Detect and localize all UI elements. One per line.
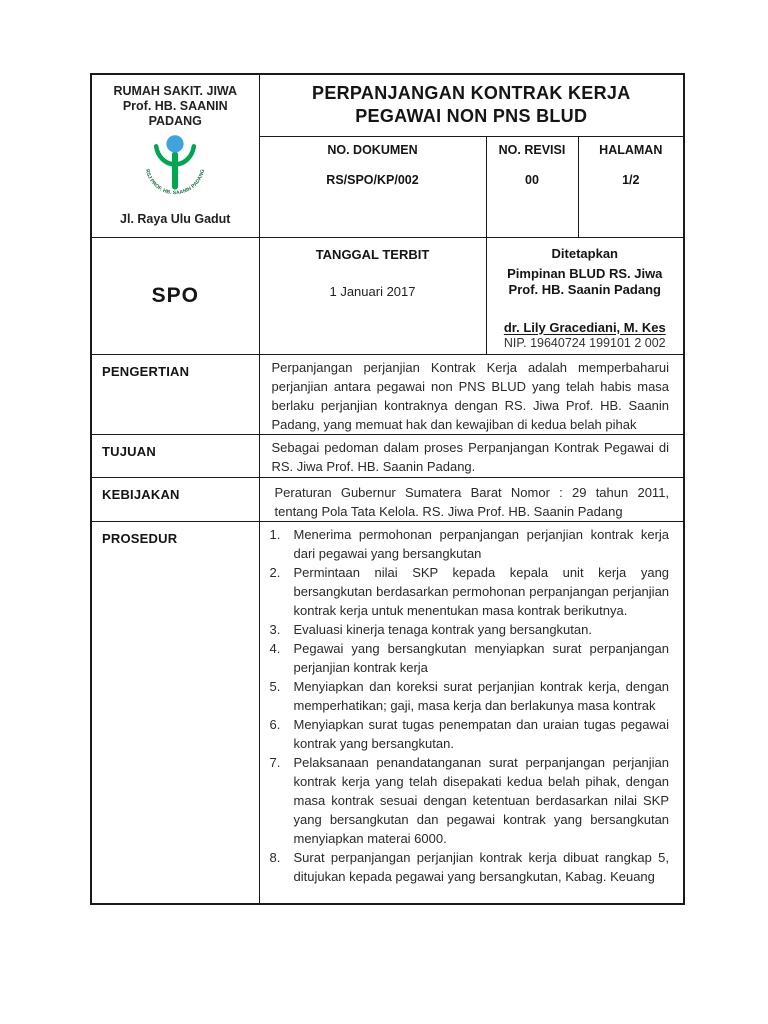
- logo-circle: [167, 135, 184, 152]
- hospital-address: Jl. Raya Ulu Gadut: [120, 212, 231, 226]
- no-dokumen-label: NO. DOKUMEN: [327, 142, 418, 157]
- hospital-name-line1: RUMAH SAKIT. JIWA: [113, 84, 238, 98]
- hospital-logo-icon: [134, 133, 216, 199]
- prosedur-item-text: Permintaan nilai SKP kepada kepala unit kerja yang bersangkutan berdasarkan permohonan perpanjangan perjanjian kontrak kerja untuk menentukan masa kontrak berikutnya.: [293, 564, 670, 618]
- signer-nip: NIP. 19640724 199101 2 002: [503, 335, 666, 350]
- section-label-pengertian: PENGERTIAN: [91, 354, 259, 434]
- prosedur-item: [268, 563, 670, 620]
- tanggal-terbit-date: 1 Januari 2017: [329, 283, 416, 299]
- spo-document-table: [90, 73, 685, 905]
- document-title-cell: [259, 74, 684, 136]
- no-dokumen-cell: [259, 136, 486, 237]
- section-label-kebijakan: KEBIJAKAN: [91, 477, 259, 521]
- prosedur-item-number: 2.: [269, 564, 281, 580]
- prosedur-item: [268, 715, 670, 753]
- prosedur-list: [268, 525, 670, 886]
- halaman-value: 1/2: [622, 172, 640, 187]
- hospital-identity-cell: [91, 74, 259, 237]
- prosedur-item-number: 8.: [269, 849, 281, 865]
- tanggal-terbit-cell: [259, 237, 486, 354]
- spo-cell: [91, 237, 259, 354]
- section-label-prosedur: PROSEDUR: [91, 521, 259, 904]
- prosedur-item-text: Evaluasi kinerja tenaga kontrak yang bersangkutan.: [293, 621, 592, 637]
- tanggal-terbit-label: TANGGAL TERBIT: [315, 246, 430, 262]
- prosedur-item: [268, 639, 670, 677]
- hospital-name-line3: PADANG: [148, 114, 202, 128]
- prosedur-item-text: Menyiapkan dan koreksi surat perjanjian kontrak kerja, dengan memperhatikan; gaji, masa kerja dan berlakunya masa kontrak: [293, 678, 670, 713]
- section-text-kebijakan: Peraturan Gubernur Sumatera Barat Nomor : 29 tahun 2011, tentang Pola Tata Kelola. RS. Jiwa Prof. HB. Saanin Padang: [259, 477, 684, 521]
- signer-block: [504, 320, 666, 350]
- no-revisi-label: NO. REVISI: [498, 142, 566, 157]
- prosedur-item-number: 4.: [269, 640, 281, 656]
- prosedur-item-text: Menyiapkan surat tugas penempatan dan uraian tugas pegawai kontrak yang bersangkutan.: [293, 716, 670, 751]
- prosedur-item-number: 3.: [269, 621, 281, 637]
- logo-ring-text: RSJ PROF. HB. SAANIN PADANG: [144, 168, 207, 197]
- ditetapkan-label: Ditetapkan: [551, 245, 618, 261]
- prosedur-item-number: 6.: [269, 716, 281, 732]
- prosedur-item-text: Pelaksanaan penandatanganan surat perpanjangan perjanjian kontrak kerja yang telah disepakati kedua belah pihak, dengan masa kontrak sesuai dengan ketentuan berdasarkan nilai SKP yang bersangkutan dan pegawai kontrak yang bersangkutan menyiapkan materai 6000.: [293, 754, 670, 846]
- section-text-pengertian: Perpanjangan perjanjian Kontrak Kerja adalah memperbaharui perjanjian antara pegawai non PNS BLUD yang telah habis masa berlaku perjanjian kontraknya dengan RS. Jiwa Prof. HB. Saanin Padang, yang memuat hak dan kewajiban di kedua belah pihak: [259, 354, 684, 434]
- section-label-tujuan: TUJUAN: [91, 434, 259, 477]
- prosedur-item: [268, 753, 670, 848]
- ditetapkan-cell: [486, 237, 684, 354]
- signer-name: dr. Lily Gracediani, M. Kes: [503, 319, 666, 335]
- section-text-tujuan: Sebagai pedoman dalam proses Perpanjangan Kontrak Pegawai di RS. Jiwa Prof. HB. Saanin Padang.: [259, 434, 684, 477]
- hospital-name: [113, 84, 237, 129]
- prosedur-item-text: Surat perpanjangan perjanjian kontrak kerja dibuat rangkap 5, ditujukan kepada pegawai yang bersangkutan, Kabag. Keuang: [293, 849, 670, 884]
- document-title-line1: PERPANJANGAN KONTRAK KERJA: [312, 83, 631, 104]
- section-content-prosedur: [259, 521, 684, 904]
- halaman-label: HALAMAN: [599, 142, 663, 157]
- prosedur-item-text: Pegawai yang bersangkutan menyiapkan surat perpanjangan perjanjian kontrak kerja: [293, 640, 670, 675]
- authority-line1: Pimpinan BLUD RS. Jiwa: [507, 265, 663, 281]
- prosedur-item-number: 5.: [269, 678, 281, 694]
- no-dokumen-value: RS/SPO/KP/002: [326, 172, 419, 187]
- halaman-cell: [578, 136, 684, 237]
- approving-authority: [507, 266, 662, 299]
- document-title-line2: PEGAWAI NON PNS BLUD: [355, 106, 588, 127]
- hospital-name-line2: Prof. HB. SAANIN: [122, 99, 228, 113]
- authority-line2: Prof. HB. Saanin Padang: [508, 282, 661, 297]
- spo-label: SPO: [151, 283, 199, 307]
- no-revisi-value: 00: [525, 172, 539, 187]
- prosedur-item-text: Menerima permohonan perpanjangan perjanjian kontrak kerja dari pegawai yang bersangkutan: [293, 526, 670, 561]
- prosedur-item: [268, 525, 670, 563]
- prosedur-item: [268, 620, 670, 639]
- prosedur-item-number: 1.: [269, 526, 281, 542]
- prosedur-item: [268, 677, 670, 715]
- no-revisi-cell: [486, 136, 578, 237]
- prosedur-item: [268, 848, 670, 886]
- prosedur-item-number: 7.: [269, 754, 281, 770]
